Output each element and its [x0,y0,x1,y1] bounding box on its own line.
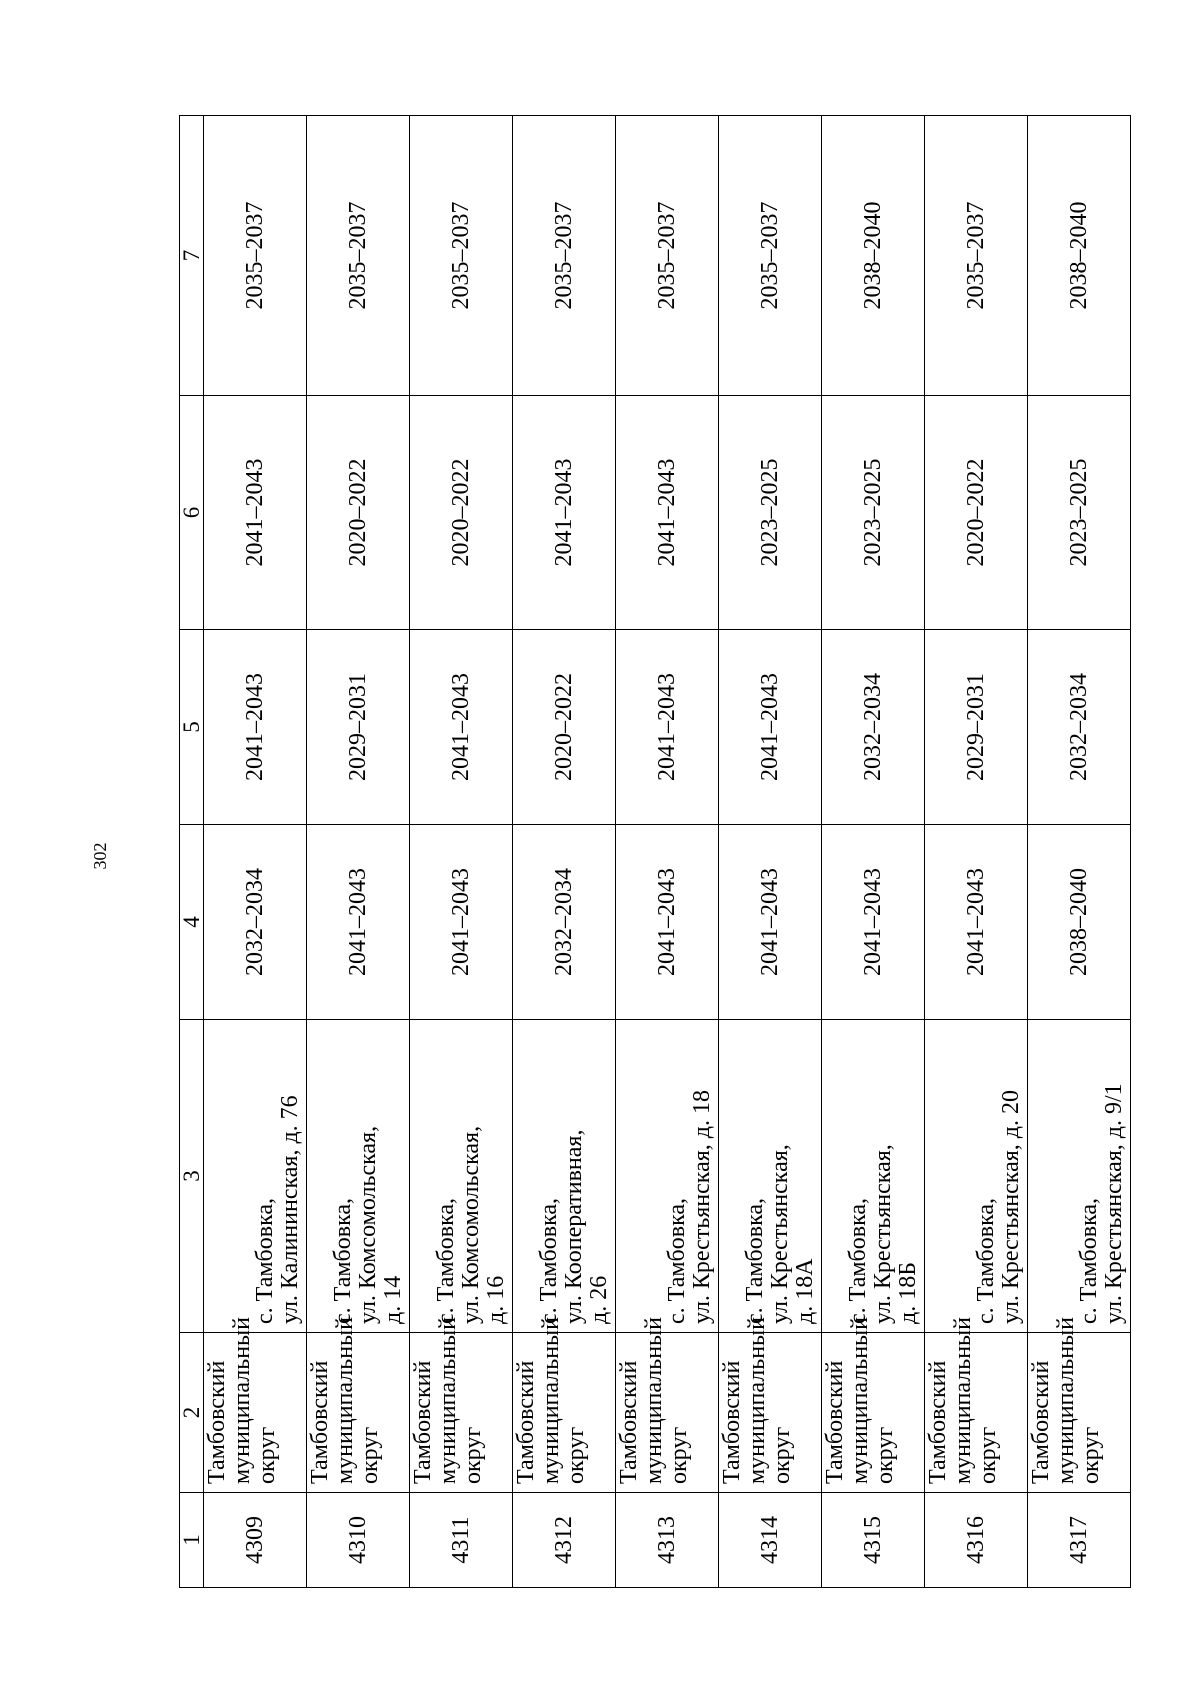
period-cell-c6: 2020–2022 [925,396,1028,630]
period-cell-c6: 2023–2025 [822,396,925,630]
address-cell [822,1020,925,1333]
address-line: д. 18Б [895,1262,921,1324]
district-cell [307,1316,410,1493]
period-cell-c6: 2023–2025 [719,396,822,630]
period-cell-c5: 2032–2034 [1028,630,1131,825]
address-line: ул. Комсомольская, [355,1125,381,1324]
row-number-cell: 4315 [822,1493,925,1588]
district-line: округ [460,1426,486,1484]
district-line: округ [666,1426,692,1484]
district-cell [1028,1316,1131,1493]
period-cell-c4: 2032–2034 [204,825,307,1020]
period-cell-c7: 2038–2040 [1028,116,1131,396]
period-cell-c7: 2035–2037 [307,116,410,396]
period-cell-c7: 2035–2037 [204,116,307,396]
district-cell [410,1316,513,1493]
district-line: Тамбовский [719,1360,745,1484]
address-line: д. 18А [792,1258,818,1324]
column-header: 1 [180,1493,204,1588]
period-cell-c7: 2035–2037 [410,116,513,396]
period-cell-c5: 2029–2031 [925,630,1028,825]
district-line: муниципальный [744,1316,770,1484]
address-cell [410,1020,513,1333]
period-cell-c4: 2041–2043 [719,825,822,1020]
period-cell-c4: 2041–2043 [410,825,513,1020]
period-cell-c5: 2029–2031 [307,630,410,825]
row-number-cell: 4310 [307,1493,410,1588]
period-cell-c4: 2041–2043 [925,825,1028,1020]
address-cell [204,1020,307,1333]
period-cell-c7: 2035–2037 [513,116,616,396]
district-line: муниципальный [847,1316,873,1484]
address-line: ул. Калининская, д. 76 [277,1095,303,1324]
address-line: с. Тамбовка, [845,1197,871,1324]
period-cell-c5: 2032–2034 [822,630,925,825]
district-line: округ [357,1426,383,1484]
address-line: с. Тамбовка, [1076,1197,1102,1324]
table-row [822,116,925,1588]
district-line: Тамбовский [822,1360,848,1484]
row-number-cell: 4316 [925,1493,1028,1588]
address-line: ул. Крестьянская, д. 20 [998,1090,1024,1324]
period-cell-c4: 2041–2043 [822,825,925,1020]
period-cell-c6: 2041–2043 [616,396,719,630]
district-line: округ [975,1426,1001,1484]
column-header: 5 [180,630,204,825]
district-line: Тамбовский [513,1360,539,1484]
address-line: с. Тамбовка, [742,1197,768,1324]
period-cell-c5: 2041–2043 [204,630,307,825]
table-row [616,116,719,1588]
table-row [1028,116,1131,1588]
address-line: с. Тамбовка, [664,1197,690,1324]
district-cell [822,1316,925,1493]
address-cell [307,1020,410,1333]
district-line: Тамбовский [410,1360,436,1484]
column-header: 4 [180,825,204,1020]
period-cell-c4: 2041–2043 [616,825,719,1020]
table-row [925,116,1028,1588]
address-line: ул. Кооперативная, [561,1129,587,1324]
row-number-cell: 4309 [204,1493,307,1588]
period-cell-c6: 2041–2043 [204,396,307,630]
district-line: Тамбовский [616,1360,642,1484]
district-cell [513,1316,616,1493]
district-line: Тамбовский [204,1360,230,1484]
table-row [513,116,616,1588]
period-cell-c4: 2032–2034 [513,825,616,1020]
district-line: Тамбовский [1028,1360,1054,1484]
period-cell-c4: 2038–2040 [1028,825,1131,1020]
address-cell [925,1020,1028,1333]
table-row [410,116,513,1588]
district-cell [204,1316,307,1493]
address-line: ул. Крестьянская, [870,1144,896,1324]
address-cell [1028,1020,1131,1333]
column-header: 3 [180,1020,204,1333]
district-line: муниципальный [538,1316,564,1484]
column-header: 6 [180,396,204,630]
table-row [307,116,410,1588]
period-cell-c6: 2041–2043 [513,396,616,630]
district-line: Тамбовский [307,1360,333,1484]
period-cell-c7: 2035–2037 [719,116,822,396]
district-cell [616,1316,719,1493]
rotated-table-wrapper [178,116,1127,1588]
district-line: муниципальный [950,1316,976,1484]
district-line: муниципальный [641,1316,667,1484]
table-row [719,116,822,1588]
period-cell-c6: 2020–2022 [410,396,513,630]
address-line: д. 16 [483,1275,509,1324]
district-line: муниципальный [435,1316,461,1484]
period-cell-c4: 2041–2043 [307,825,410,1020]
row-number-cell: 4313 [616,1493,719,1588]
address-cell [719,1020,822,1333]
district-cell [925,1316,1028,1493]
address-line: ул. Крестьянская, д. 18 [689,1090,715,1324]
address-line: с. Тамбовка, [433,1197,459,1324]
address-line: с. Тамбовка, [973,1197,999,1324]
period-cell-c5: 2041–2043 [616,630,719,825]
period-cell-c6: 2020–2022 [307,396,410,630]
column-header: 2 [180,1333,204,1493]
district-cell [719,1316,822,1493]
district-line: округ [872,1426,898,1484]
address-line: с. Тамбовка, [330,1197,356,1324]
period-cell-c5: 2041–2043 [410,630,513,825]
district-line: муниципальный [1053,1316,1079,1484]
address-line: с. Тамбовка, [536,1197,562,1324]
address-line: с. Тамбовка, [252,1197,278,1324]
address-line: д. 26 [586,1275,612,1324]
district-line: округ [1078,1426,1104,1484]
district-line: округ [769,1426,795,1484]
district-line: муниципальный [332,1316,358,1484]
address-line: ул. Комсомольская, [458,1125,484,1324]
period-cell-c7: 2035–2037 [616,116,719,396]
address-cell [616,1020,719,1333]
address-line: ул. Крестьянская, [767,1144,793,1324]
district-line: Тамбовский [925,1360,951,1484]
address-cell [513,1020,616,1333]
header-row [180,116,204,1588]
row-number-cell: 4314 [719,1493,822,1588]
period-cell-c5: 2041–2043 [719,630,822,825]
row-number-cell: 4311 [410,1493,513,1588]
row-number-cell: 4312 [513,1493,616,1588]
table-row [204,116,307,1588]
row-number-cell: 4317 [1028,1493,1131,1588]
address-line: д. 14 [380,1275,406,1324]
period-cell-c7: 2035–2037 [925,116,1028,396]
page-number: 302 [90,842,110,870]
column-header: 7 [180,116,204,396]
address-line: ул. Крестьянская, д. 9/1 [1101,1083,1127,1324]
period-cell-c7: 2038–2040 [822,116,925,396]
period-cell-c6: 2023–2025 [1028,396,1131,630]
table-body [180,116,1131,1588]
district-line: муниципальный [229,1316,255,1484]
period-cell-c5: 2020–2022 [513,630,616,825]
district-line: округ [563,1426,589,1484]
housing-schedule-table [179,115,1131,1588]
district-line: округ [254,1426,280,1484]
